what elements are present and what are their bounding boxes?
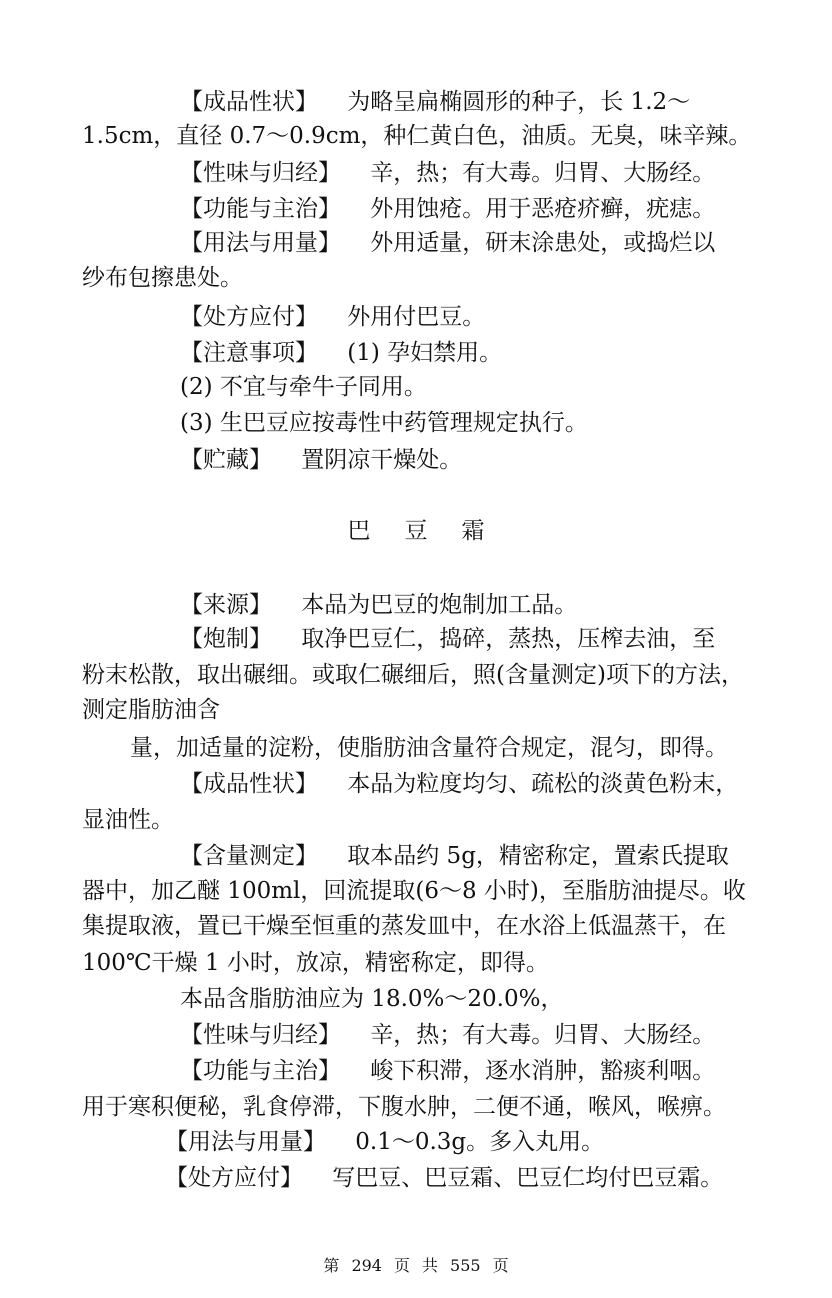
total-unit: 页 [492,1256,509,1275]
total-label: 共 [422,1256,439,1275]
page-number: 294 [351,1256,382,1275]
text-line: 1.5cm，直径 0.7～0.9cm，种仁黄白色，油质。无臭，味辛辣。 [82,123,752,149]
text-line: 100℃干燥 1 小时，放凉，精密称定，即得。 [82,950,549,976]
text-line: 【炮制】 取净巴豆仁，捣碎，蒸热，压榨去油，至 [180,626,716,652]
text-line: 【功能与主治】 外用蚀疮。用于恶疮疥癣，疣痣。 [180,196,716,222]
text-line: 显油性。 [82,807,174,833]
text-line: 器中，加乙醚 100ml，回流提取(6～8 小时)，至脂肪油提尽。收 [82,878,746,904]
page-label: 第 [323,1256,340,1275]
text-line: 【成品性状】 为略呈扁椭圆形的种子，长 1.2～ [180,89,691,115]
text-line: 本品含脂肪油应为 18.0%～20.0%， [180,986,564,1012]
text-line: 【成品性状】 本品为粒度均匀、疏松的淡黄色粉末， [180,771,739,797]
text-line: 【用法与用量】 0.1～0.3g。多入丸用。 [165,1129,605,1155]
text-line: 【注意事项】 (1) 孕妇禁用。 [180,340,503,366]
text-line: 量，加适量的淀粉，使脂肪油含量符合规定，混匀，即得。 [130,735,728,761]
page-footer [0,1255,832,1277]
text-line: 【处方应付】 写巴豆、巴豆霜、巴豆仁均付巴豆霜。 [165,1165,724,1191]
text-line: (2) 不宜与牵牛子同用。 [180,374,427,400]
text-line: 【贮藏】 置阴凉干燥处。 [180,447,463,473]
total-pages: 555 [450,1256,481,1275]
text-line: 【性味与归经】 辛，热；有大毒。归胃、大肠经。 [180,1022,716,1048]
text-line: 【处方应付】 外用付巴豆。 [180,304,486,330]
text-line: 纱布包擦患处。 [82,265,243,291]
page-unit: 页 [393,1256,410,1275]
text-line: 【性味与归经】 辛，热；有大毒。归胃、大肠经。 [180,160,716,186]
text-line: 【含量测定】 取本品约 5g，精密称定，置索氏提取 [180,843,729,869]
text-line: 【用法与用量】 外用适量，研末涂患处，或捣烂以 [180,230,716,256]
text-line: 粉末松散，取出碾细。或取仁碾细后，照(含量测定)项下的方法， [82,662,744,688]
text-line: 【功能与主治】 峻下积滞，逐水消肿，豁痰利咽。 [180,1058,716,1084]
section-heading: 巴豆霜 [347,518,519,544]
text-line: 用于寒积便秘，乳食停滞，下腹水肿，二便不通，喉风，喉痹。 [82,1094,726,1120]
text-line: (3) 生巴豆应按毒性中药管理规定执行。 [180,410,588,436]
text-line: 集提取液，置已干燥至恒重的蒸发皿中，在水浴上低温蒸干，在 [82,913,726,939]
text-line: 【来源】 本品为巴豆的炮制加工品。 [180,592,578,618]
text-line: 测定脂肪油含 [82,697,220,723]
